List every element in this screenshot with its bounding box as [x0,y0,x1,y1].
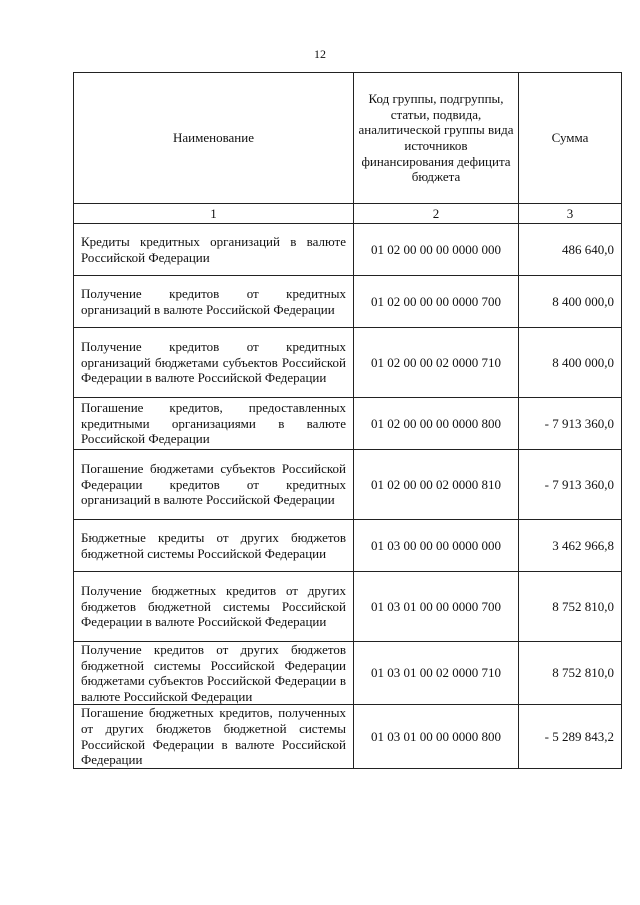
column-number: 1 [74,204,354,224]
row-code: 01 02 00 00 00 0000 700 [354,276,519,328]
row-code: 01 03 01 00 00 0000 700 [354,572,519,642]
row-name: Получение бюджетных кредитов от других бюджетов бюджетной системы Российской Федерации в валюте Российской Федерации [74,572,354,642]
row-code: 01 02 00 00 00 0000 000 [354,224,519,276]
row-sum: 8 752 810,0 [519,642,622,705]
row-code: 01 02 00 00 02 0000 810 [354,450,519,520]
row-name: Погашение бюджетами субъектов Российской Федерации кредитов от кредитных организаций в валюте Российской Федерации [74,450,354,520]
table-header-row [74,73,622,204]
row-name: Получение кредитов от других бюджетов бюджетной системы Российской Федерации бюджетами субъектов Российской Федерации в валюте Российской Федерации [74,642,354,705]
row-sum: - 7 913 360,0 [519,450,622,520]
table-row [74,572,622,642]
row-name: Погашение кредитов, предоставленных кредитными организациями в валюте Российской Федерации [74,398,354,450]
page-number: 12 [314,47,326,61]
row-name: Получение кредитов от кредитных организаций бюджетами субъектов Российской Федерации в валюте Российской Федерации [74,328,354,398]
row-code: 01 02 00 00 02 0000 710 [354,328,519,398]
row-sum: 8 400 000,0 [519,276,622,328]
row-sum: 8 400 000,0 [519,328,622,398]
column-number: 3 [519,204,622,224]
row-name: Кредиты кредитных организаций в валюте Российской Федерации [74,224,354,276]
row-code: 01 03 01 00 00 0000 800 [354,705,519,768]
header-sum: Сумма [519,73,622,204]
table-row [74,276,622,328]
row-code: 01 03 00 00 00 0000 000 [354,520,519,572]
row-code: 01 02 00 00 00 0000 800 [354,398,519,450]
table-row [74,520,622,572]
row-sum: 486 640,0 [519,224,622,276]
table-row [74,398,622,450]
row-code: 01 03 01 00 02 0000 710 [354,642,519,705]
header-code: Код группы, подгруппы, статьи, подвида, аналитической группы вида источников финансирования дефицита бюджета [354,73,519,204]
header-name: Наименование [74,73,354,204]
row-sum: - 7 913 360,0 [519,398,622,450]
row-name: Бюджетные кредиты от других бюджетов бюджетной системы Российской Федерации [74,520,354,572]
column-number: 2 [354,204,519,224]
row-sum: 8 752 810,0 [519,572,622,642]
financing-sources-table [73,72,622,769]
table-row [74,705,622,768]
row-name: Погашение бюджетных кредитов, полученных от других бюджетов бюджетной системы Российской Федерации в валюте Российской Федерации [74,705,354,768]
table-row [74,224,622,276]
column-number-row [74,204,622,224]
row-sum: - 5 289 843,2 [519,705,622,768]
row-name: Получение кредитов от кредитных организаций в валюте Российской Федерации [74,276,354,328]
table-row [74,328,622,398]
table-row [74,642,622,705]
table-row [74,450,622,520]
row-sum: 3 462 966,8 [519,520,622,572]
